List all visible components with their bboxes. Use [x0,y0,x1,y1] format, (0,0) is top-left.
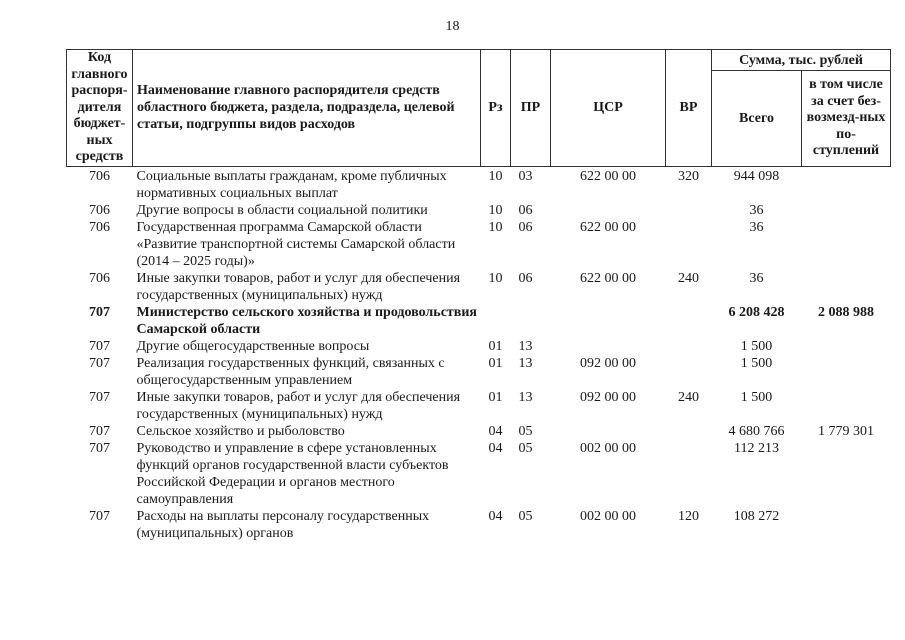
cell-rz: 01 [488,355,503,371]
cell-csr [551,423,666,440]
cell-name: Министерство сельского хозяйства и продовольствия Самарской области [136,304,477,337]
cell-vr: 240 [678,270,699,286]
cell-name: Реализация государственных функций, связанных с общегосударственным управлением [136,355,445,388]
cell-pr: 06 [518,219,533,235]
cell-pr: 05 [518,423,533,439]
cell-csr [551,304,666,338]
cell-free [802,389,891,423]
cell-code: 706 [89,270,110,286]
cell-code: 707 [89,440,110,456]
cell-code: 706 [89,219,110,235]
cell-pr: 13 [518,355,533,371]
header-rz: Рз [481,50,511,167]
cell-code: 707 [89,304,110,320]
cell-name: Сельское хозяйство и рыболовство [136,423,345,439]
cell-total: 4 680 766 [728,423,785,439]
cell-vr [666,440,712,508]
header-code: Код главного распоря-дителя бюджет-ных средств [67,50,133,167]
cell-vr: 320 [678,168,699,184]
cell-total: 1 500 [740,389,773,405]
cell-name: Другие общегосударственные вопросы [136,338,370,354]
cell-pr: 05 [518,508,533,524]
cell-pr: 06 [518,202,533,218]
cell-name: Другие вопросы в области социальной политики [136,202,428,218]
table-row [67,508,891,542]
cell-csr [551,202,666,219]
cell-pr: 03 [518,168,533,184]
cell-rz [481,304,511,338]
cell-rz: 01 [488,389,503,405]
table-row [67,166,891,202]
cell-pr [511,304,551,338]
cell-rz: 04 [488,508,503,524]
table-row [67,219,891,270]
cell-vr [666,423,712,440]
header-pr: ПР [511,50,551,167]
cell-total: 36 [749,219,764,235]
cell-csr: 622 00 00 [580,219,636,235]
cell-free [802,355,891,389]
cell-name: Социальные выплаты гражданам, кроме публичных нормативных социальных выплат [136,168,447,201]
cell-free: 2 088 988 [818,304,874,320]
cell-total: 6 208 428 [728,304,785,320]
cell-code: 706 [89,202,110,218]
cell-free [802,166,891,202]
cell-total: 112 213 [734,440,779,456]
cell-csr: 622 00 00 [580,270,636,286]
cell-code: 707 [89,423,110,439]
cell-total: 108 272 [733,508,780,524]
budget-table [66,49,891,542]
cell-vr: 120 [678,508,699,524]
cell-total: 36 [749,270,764,286]
cell-free [802,440,891,508]
table-row [67,270,891,304]
cell-pr: 13 [518,338,533,354]
cell-name: Иные закупки товаров, работ и услуг для обеспечения государственных (муниципальных) нужд [136,389,461,422]
cell-total: 36 [749,202,764,218]
cell-csr: 002 00 00 [580,508,636,524]
cell-rz: 10 [488,270,503,286]
cell-free [802,508,891,542]
cell-vr [666,219,712,270]
table-row [67,355,891,389]
table-row [67,423,891,440]
cell-free: 1 779 301 [818,423,874,439]
cell-name: Руководство и управление в сфере установленных функций органов государственной власти субъектов Российской Федерации и органов местного самоуправления [136,440,449,507]
cell-csr: 002 00 00 [580,440,636,456]
cell-code: 706 [89,168,110,184]
table-row [67,202,891,219]
header-vr: ВР [666,50,712,167]
cell-total: 1 500 [740,338,773,354]
cell-rz: 01 [488,338,503,354]
cell-rz: 10 [488,219,503,235]
cell-vr [666,304,712,338]
table-row [67,389,891,423]
cell-name: Государственная программа Самарской области «Развитие транспортной системы Самарской области (2014 – 2025 годы)» [136,219,456,269]
cell-rz: 04 [488,423,503,439]
header-total: Всего [712,71,802,167]
cell-vr [666,202,712,219]
cell-csr: 092 00 00 [580,355,636,371]
header-sum: Сумма, тыс. рублей [712,50,891,71]
cell-csr: 622 00 00 [580,168,636,184]
cell-code: 707 [89,389,110,405]
cell-free [802,202,891,219]
cell-pr: 13 [518,389,533,405]
cell-csr [551,338,666,355]
cell-vr: 240 [678,389,699,405]
cell-rz: 10 [488,168,503,184]
header-free: в том числе за счет без-возмезд-ных по-ступлений [802,71,891,167]
cell-code: 707 [89,338,110,354]
cell-name: Иные закупки товаров, работ и услуг для обеспечения государственных (муниципальных) нужд [136,270,461,303]
cell-csr: 092 00 00 [580,389,636,405]
cell-name: Расходы на выплаты персоналу государственных (муниципальных) органов [136,508,430,541]
cell-free [802,338,891,355]
table-row [67,304,891,338]
cell-free [802,270,891,304]
table-row [67,338,891,355]
cell-code: 707 [89,355,110,371]
table-body [67,166,891,542]
cell-total: 1 500 [740,355,773,371]
cell-total: 944 098 [733,168,780,184]
cell-pr: 06 [518,270,533,286]
cell-rz: 10 [488,202,503,218]
header-name: Наименование главного распорядителя средств областного бюджета, раздела, подраздела, целевой статьи, подгруппы видов расходов [133,50,481,167]
cell-vr [666,338,712,355]
cell-code: 707 [89,508,110,524]
cell-rz: 04 [488,440,503,456]
cell-vr [666,355,712,389]
page-number: 18 [445,19,460,34]
table-row [67,440,891,508]
cell-free [802,219,891,270]
header-csr: ЦСР [551,50,666,167]
cell-pr: 05 [518,440,533,456]
table-header [67,50,891,167]
